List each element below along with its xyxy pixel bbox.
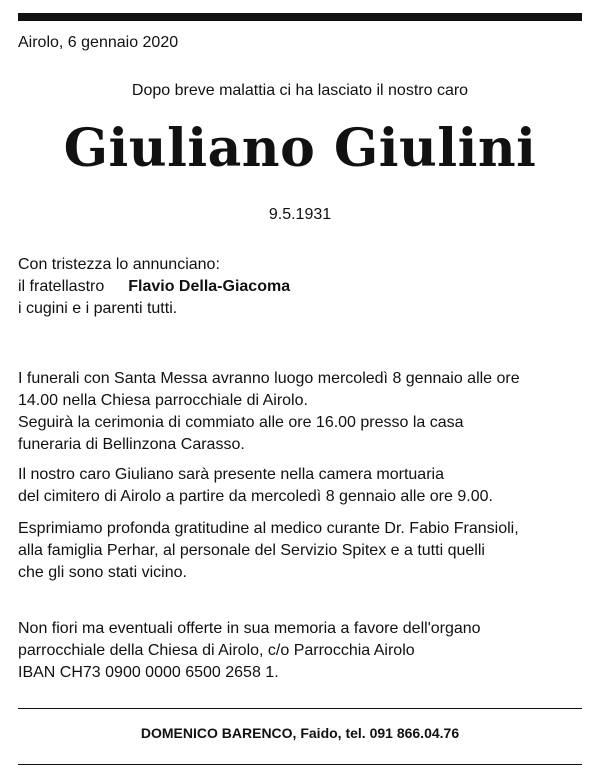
- footer-rule: [18, 764, 582, 765]
- bottom-rule: [18, 708, 582, 709]
- paragraph-line: Seguirà la cerimonia di commiato alle ore 16.00 presso la casa: [18, 414, 464, 431]
- donations-paragraph: [18, 618, 481, 684]
- funeral-home-footer: [0, 725, 600, 741]
- paragraph-line: Non fiori ma eventuali offerte in sua memoria a favore dell'organo: [18, 620, 481, 637]
- relative-name: Flavio Della-Giacoma: [128, 278, 291, 295]
- paragraph-line: 14.00 nella Chiesa parrocchiale di Airolo.: [18, 392, 308, 409]
- paragraph-line: Esprimiamo profonda gratitudine al medico curante Dr. Fabio Fransioli,: [18, 520, 519, 537]
- place-date: Airolo, 6 gennaio 2020: [18, 34, 179, 51]
- paragraph-line: funeraria di Bellinzona Carasso.: [18, 436, 245, 453]
- announcers-block: [18, 254, 290, 320]
- relation-label: il fratellastro: [18, 278, 105, 295]
- paragraph-line: Il nostro caro Giuliano sarà presente nella camera mortuaria: [18, 466, 444, 483]
- birth-date: 9.5.1931: [268, 206, 332, 223]
- announcers-others: i cugini e i parenti tutti.: [18, 300, 178, 317]
- intro-text: Dopo breve malattia ci ha lasciato il nostro caro: [131, 82, 469, 99]
- funeral-home-name: DOMENICO BARENCO,: [140, 725, 297, 741]
- funeral-home-details: Faido, tel. 091 866.04.76: [300, 725, 460, 741]
- deceased-name: Giuliano Giulini: [63, 118, 537, 179]
- paragraph-line: I funerali con Santa Messa avranno luogo mercoledì 8 gennaio alle ore: [18, 370, 520, 387]
- top-rule: [18, 13, 582, 21]
- announcers-heading: Con tristezza lo annunciano:: [18, 256, 220, 273]
- viewing-paragraph: [18, 464, 493, 508]
- gratitude-paragraph: [18, 518, 519, 584]
- paragraph-line: che gli sono stati vicino.: [18, 564, 187, 581]
- paragraph-line: alla famiglia Perhar, al personale del Servizio Spitex e a tutti quelli: [18, 542, 485, 559]
- funeral-paragraph: [18, 368, 520, 456]
- paragraph-line: del cimitero di Airolo a partire da mercoledì 8 gennaio alle ore 9.00.: [18, 488, 493, 505]
- paragraph-line: parrocchiale della Chiesa di Airolo, c/o Parrocchia Airolo: [18, 642, 415, 659]
- paragraph-line: IBAN CH73 0900 0000 6500 2658 1.: [18, 664, 279, 681]
- announcer-relative: [18, 276, 290, 298]
